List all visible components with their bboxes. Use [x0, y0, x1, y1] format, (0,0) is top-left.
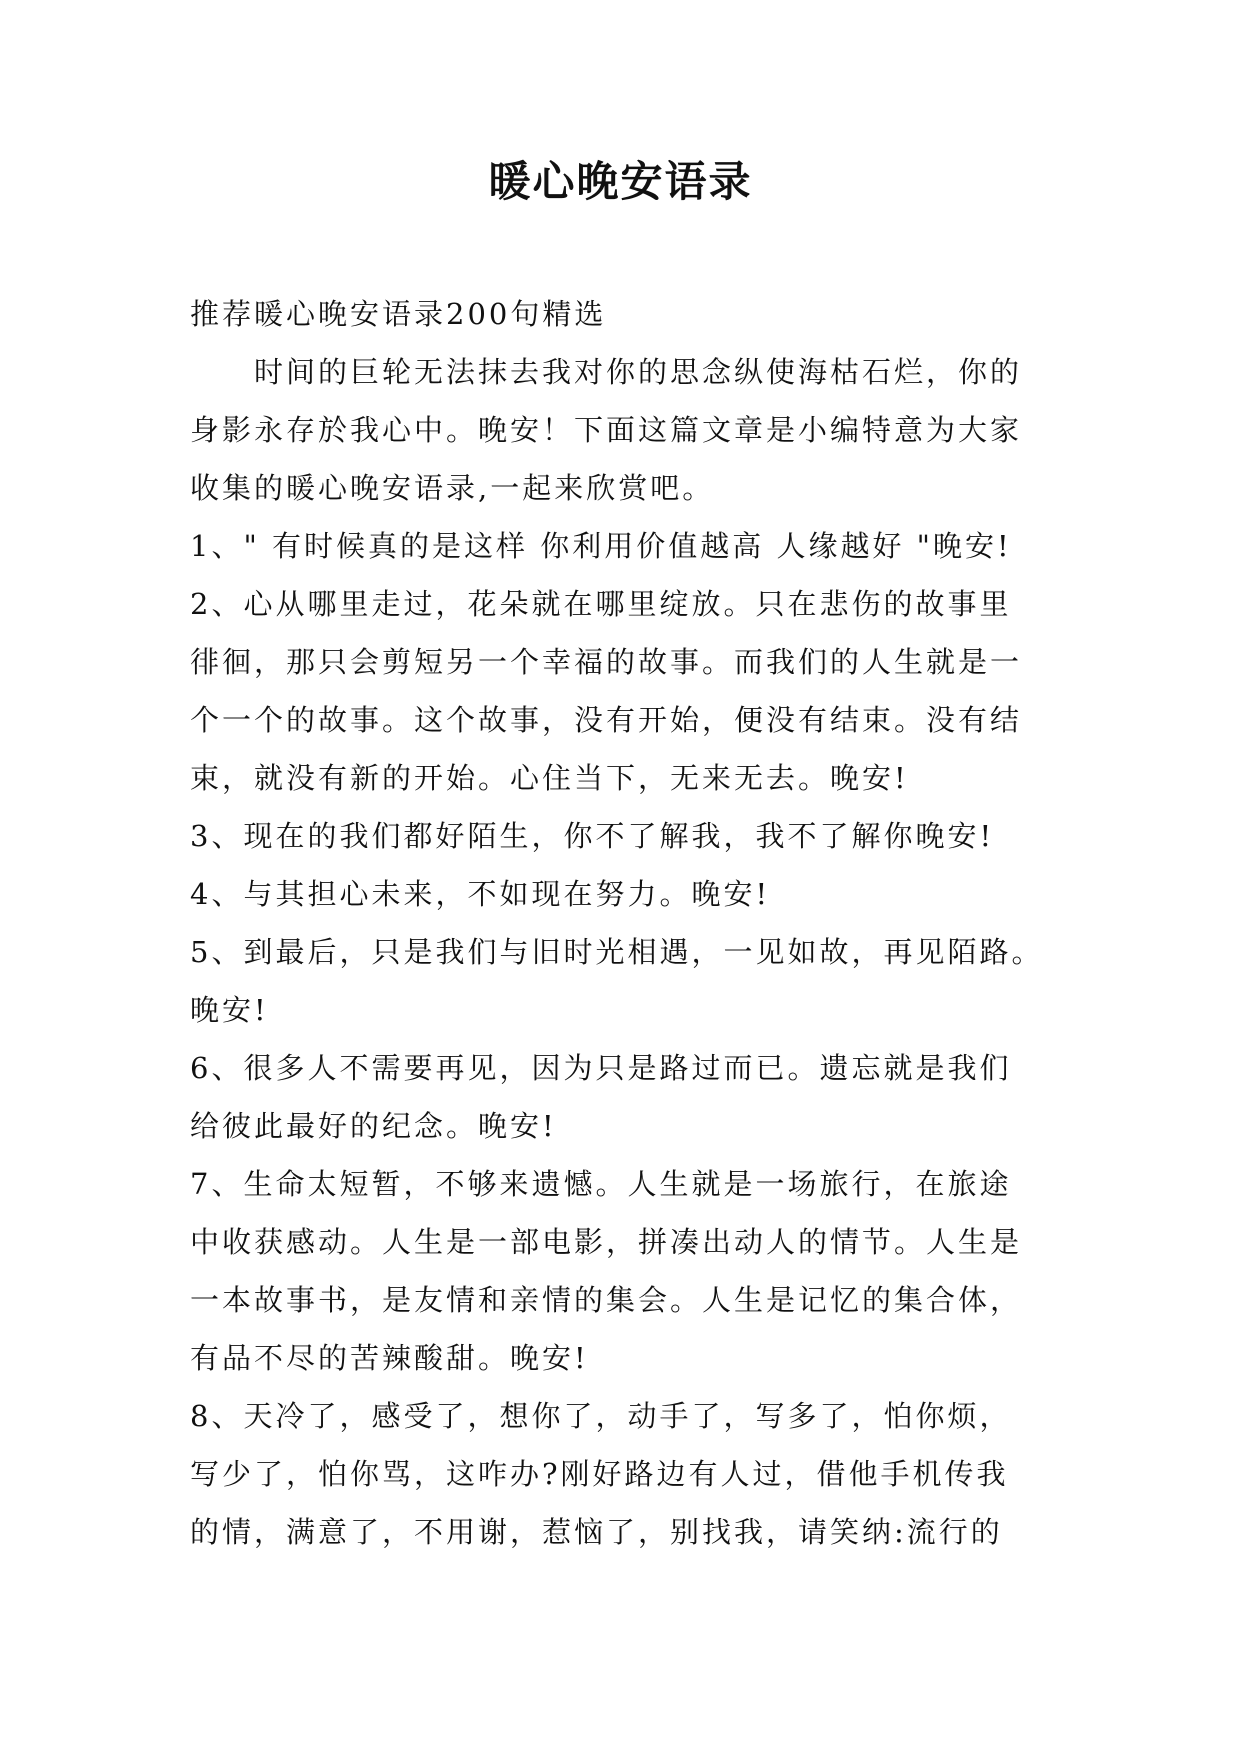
quote-line: 晚安! [190, 993, 269, 1027]
quote-line: 5、到最后，只是我们与旧时光相遇，一见如故，再见陌路。 [190, 935, 1044, 969]
intro-line: 时间的巨轮无法抹去我对你的思念纵使海枯石烂，你的 [254, 355, 1023, 389]
subtitle-line: 推荐暖心晚安语录200句精选 [190, 297, 607, 331]
quote-line: 中收获感动。人生是一部电影，拼凑出动人的情节。人生是 [190, 1225, 1023, 1259]
quote-line: 有品不尽的苦辣酸甜。晚安! [190, 1341, 589, 1375]
quote-line: 写少了，怕你骂，这咋办?刚好路边有人过，借他手机传我 [190, 1457, 1009, 1491]
quote-line: 的情，满意了，不用谢，惹恼了，别找我，请笑纳:流行的 [190, 1515, 1003, 1549]
quote-line: 4、与其担心未来，不如现在努力。晚安! [190, 877, 771, 911]
document-body [190, 285, 1070, 1561]
quote-line: 6、很多人不需要再见，因为只是路过而已。遗忘就是我们 [190, 1051, 1012, 1085]
quote-line: 3、现在的我们都好陌生，你不了解我，我不了解你晚安! [190, 819, 995, 853]
quote-line: 1、" 有时候真的是这样 你利用价值越高 人缘越好 "晚安! [190, 529, 1012, 563]
quote-line: 一本故事书，是友情和亲情的集会。人生是记忆的集合体， [190, 1283, 1023, 1317]
quote-line: 束，就没有新的开始。心住当下，无来无去。晚安! [190, 761, 909, 795]
quote-line: 个一个的故事。这个故事，没有开始，便没有结束。没有结 [190, 703, 1023, 737]
quote-line: 徘徊，那只会剪短另一个幸福的故事。而我们的人生就是一 [190, 645, 1023, 679]
intro-line: 身影永存於我心中。晚安！下面这篇文章是小编特意为大家 [190, 413, 1023, 447]
document-title: 暖心晚安语录 [488, 157, 753, 206]
quote-line: 给彼此最好的纪念。晚安! [190, 1109, 557, 1143]
quote-line: 8、天冷了，感受了，想你了，动手了，写多了，怕你烦， [190, 1399, 1012, 1433]
quote-line: 2、心从哪里走过，花朵就在哪里绽放。只在悲伤的故事里 [190, 587, 1012, 621]
intro-line: 收集的暖心晚安语录,一起来欣赏吧。 [190, 471, 715, 505]
quote-line: 7、生命太短暂，不够来遗憾。人生就是一场旅行，在旅途 [190, 1167, 1012, 1201]
